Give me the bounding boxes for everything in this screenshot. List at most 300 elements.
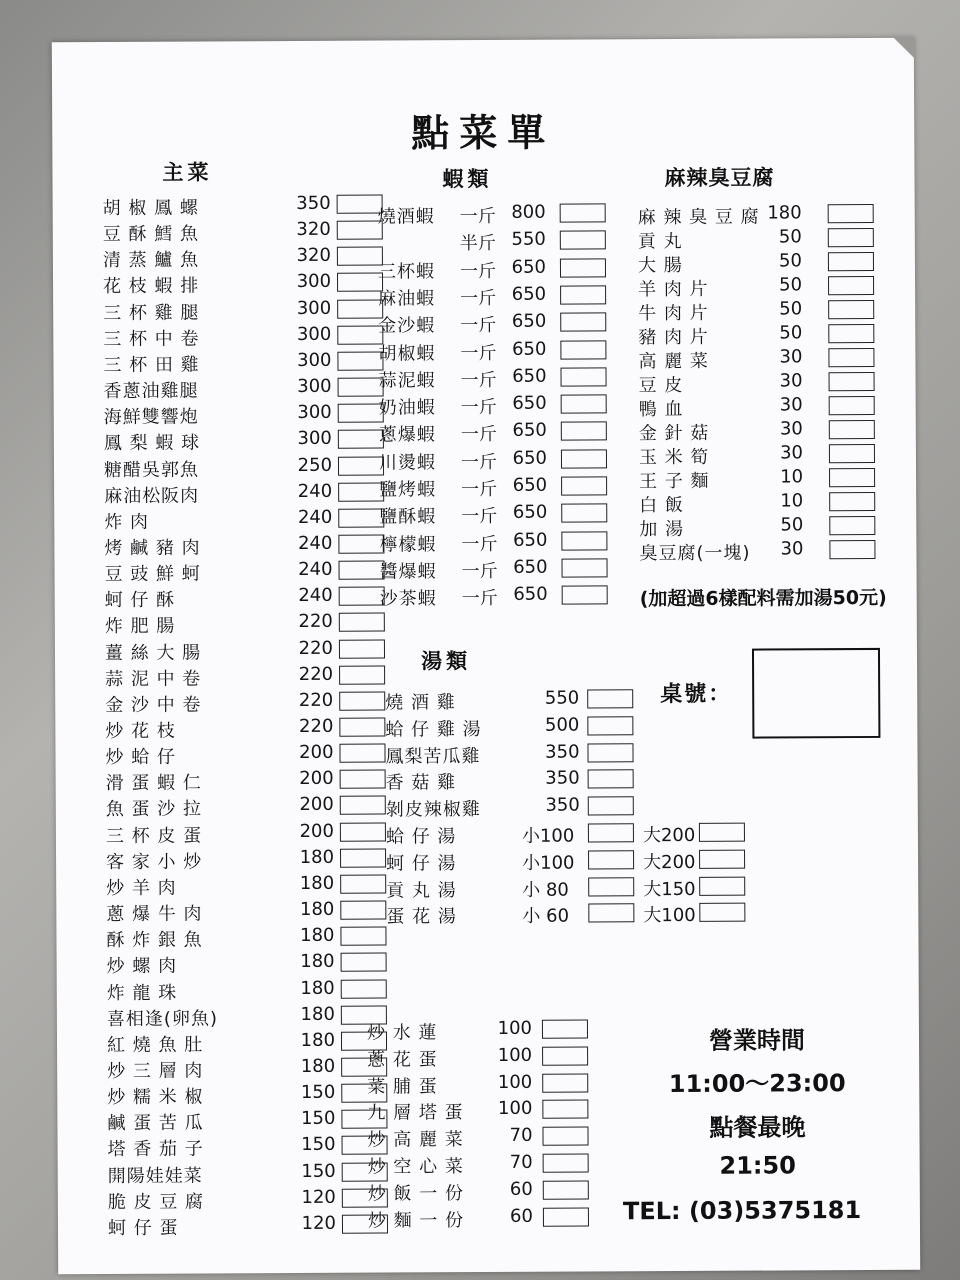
order-checkbox[interactable] xyxy=(339,744,385,763)
item-name: 醬爆蝦 xyxy=(379,561,437,583)
hours-time: 11:00～23:00 xyxy=(668,1069,846,1099)
item-name: 燒 酒 雞 xyxy=(385,692,456,714)
order-checkbox[interactable] xyxy=(828,300,874,319)
item-price: 180 xyxy=(299,872,335,894)
item-price: 320 xyxy=(296,245,331,267)
order-checkbox[interactable] xyxy=(588,823,634,842)
order-checkbox[interactable] xyxy=(588,796,634,815)
order-checkbox[interactable] xyxy=(337,247,383,266)
item-price: 650 xyxy=(511,283,547,305)
item-price: 300 xyxy=(297,349,332,371)
item-name: 貢 丸 湯 xyxy=(386,879,457,902)
item-price: 50 xyxy=(780,514,804,536)
order-checkbox[interactable] xyxy=(561,558,607,577)
menu-item-row xyxy=(367,1071,607,1096)
item-name: 烤 鹹 豬 肉 xyxy=(104,537,201,559)
item-price: 240 xyxy=(298,558,333,581)
item-name: 炸 肉 xyxy=(104,511,150,533)
item-name: 剝皮辣椒雞 xyxy=(385,799,481,821)
item-name: 蔥 爆 牛 肉 xyxy=(106,903,203,926)
order-checkbox[interactable] xyxy=(542,1127,588,1146)
item-amount: 一斤 xyxy=(461,533,498,555)
item-name: 炸 肥 腸 xyxy=(104,616,176,638)
item-name: 炒 水 蓮 xyxy=(366,1022,438,1044)
menu-item-row xyxy=(386,767,766,793)
order-checkbox[interactable] xyxy=(543,1180,589,1199)
order-checkbox[interactable] xyxy=(560,258,606,277)
last-order-label: 點餐最晚 xyxy=(709,1113,806,1142)
order-checkbox[interactable] xyxy=(560,367,606,386)
item-price: 10 xyxy=(780,490,804,512)
item-name: 魚 蛋 沙 拉 xyxy=(105,798,203,821)
main-dishes-heading: 主菜 xyxy=(162,160,213,185)
order-checkbox[interactable] xyxy=(561,449,607,468)
menu-item-row xyxy=(104,454,344,479)
item-price: 220 xyxy=(298,663,334,685)
item-price: 150 xyxy=(300,1081,336,1104)
item-price: 350 xyxy=(545,741,580,763)
item-small-price: 小 60 xyxy=(522,905,570,928)
menu-item-row xyxy=(107,1030,347,1055)
item-price: 300 xyxy=(297,401,332,424)
item-price: 650 xyxy=(512,392,547,414)
menu-item-row xyxy=(104,559,344,584)
item-name: 炒 飯 一 份 xyxy=(367,1182,465,1205)
table-number-box[interactable] xyxy=(752,648,880,739)
item-price: 30 xyxy=(779,370,803,392)
item-name: 香 菇 雞 xyxy=(385,772,457,794)
tofu-note: (加超過6樣配料需加湯50元) xyxy=(639,586,887,611)
item-price: 300 xyxy=(297,428,332,450)
item-small-price: 小100 xyxy=(522,852,575,874)
item-price: 240 xyxy=(297,506,333,528)
menu-item-row xyxy=(379,474,609,499)
menu-item-row xyxy=(104,533,344,558)
item-name: 鹽烤蝦 xyxy=(379,479,437,501)
item-price: 30 xyxy=(779,394,803,416)
item-price: 650 xyxy=(513,556,548,578)
order-checkbox[interactable] xyxy=(588,877,634,896)
menu-title: 點菜單 xyxy=(411,110,556,156)
order-checkbox[interactable] xyxy=(588,904,634,923)
order-checkbox[interactable] xyxy=(561,504,607,523)
order-checkbox[interactable] xyxy=(829,516,875,535)
item-name: 加 湯 xyxy=(639,518,685,541)
menu-item-row xyxy=(105,663,345,688)
item-name: 蒜泥蝦 xyxy=(378,370,436,392)
menu-item-row xyxy=(108,1213,348,1238)
item-name: 胡 椒 鳳 螺 xyxy=(102,197,199,220)
item-name: 奶油蝦 xyxy=(378,397,436,419)
order-checkbox[interactable] xyxy=(340,770,386,789)
item-name: 花 枝 蝦 排 xyxy=(103,275,200,298)
item-name: 炒 羊 肉 xyxy=(106,877,177,899)
item-amount: 一斤 xyxy=(459,205,496,228)
order-checkbox[interactable] xyxy=(588,850,634,869)
item-price: 10 xyxy=(780,466,804,488)
item-name: 牛 肉 片 xyxy=(638,302,709,325)
menu-item-row xyxy=(107,1082,347,1107)
order-checkbox[interactable] xyxy=(339,613,385,632)
menu-item-row xyxy=(385,740,765,766)
item-price: 320 xyxy=(296,218,331,241)
order-checkbox[interactable] xyxy=(829,540,875,559)
order-checkbox[interactable] xyxy=(828,276,874,295)
item-name: 蔥爆蝦 xyxy=(378,424,436,446)
item-price: 100 xyxy=(497,1098,533,1120)
item-name: 炒 空 心 菜 xyxy=(367,1156,464,1178)
item-name: 麻油松阪肉 xyxy=(104,485,200,507)
item-name: 九 層 塔 蛋 xyxy=(367,1102,464,1125)
item-name: 蛋 花 湯 xyxy=(386,906,457,928)
item-price: 650 xyxy=(512,474,548,496)
order-checkbox[interactable] xyxy=(542,1046,588,1065)
item-name: 鴨 血 xyxy=(638,398,684,421)
menu-item-row xyxy=(379,502,609,527)
item-price: 180 xyxy=(300,1003,335,1025)
item-price: 220 xyxy=(298,689,334,711)
item-name: 三杯蝦 xyxy=(377,260,436,283)
menu-item-row xyxy=(106,794,346,819)
order-checkbox[interactable] xyxy=(829,420,875,439)
menu-item-row xyxy=(378,229,608,254)
item-name: 清 蒸 鱸 魚 xyxy=(102,249,200,272)
item-small-price: 小100 xyxy=(521,825,575,847)
order-checkbox[interactable] xyxy=(542,1073,588,1092)
order-checkbox[interactable] xyxy=(339,665,385,684)
item-amount: 一斤 xyxy=(461,560,498,583)
item-price: 200 xyxy=(299,741,334,764)
item-price: 70 xyxy=(509,1124,533,1147)
item-price: 200 xyxy=(299,820,334,842)
order-checkbox[interactable] xyxy=(560,340,606,359)
item-price: 50 xyxy=(778,250,802,272)
order-checkbox[interactable] xyxy=(338,404,384,423)
item-name: 大 腸 xyxy=(637,254,683,277)
order-checkbox[interactable] xyxy=(588,770,634,789)
order-checkbox[interactable] xyxy=(587,689,633,708)
item-price: 650 xyxy=(513,583,548,606)
item-price: 70 xyxy=(509,1151,533,1173)
item-amount: 一斤 xyxy=(460,397,497,419)
order-checkbox-large[interactable] xyxy=(699,903,745,922)
order-checkbox[interactable] xyxy=(829,468,875,487)
item-price: 50 xyxy=(779,298,803,320)
item-price: 650 xyxy=(512,447,548,469)
item-price: 650 xyxy=(512,420,547,442)
item-price: 30 xyxy=(779,442,803,464)
item-name: 燒酒蝦 xyxy=(377,206,435,228)
item-price: 350 xyxy=(296,192,331,214)
item-price: 650 xyxy=(512,365,547,387)
menu-item-row xyxy=(104,480,344,505)
order-checkbox[interactable] xyxy=(829,372,875,391)
menu-item-row xyxy=(378,256,608,281)
item-name: 王 子 麵 xyxy=(639,470,710,493)
menu-item-row xyxy=(367,1125,607,1150)
menu-item-row xyxy=(378,365,608,390)
menu-item-row xyxy=(104,507,344,532)
item-name: 鹹 蛋 苦 瓜 xyxy=(107,1112,204,1135)
item-price: 180 xyxy=(299,898,335,921)
order-checkbox[interactable] xyxy=(543,1207,589,1226)
order-checkbox[interactable] xyxy=(340,848,386,867)
order-checkbox[interactable] xyxy=(338,456,384,475)
item-price: 50 xyxy=(778,226,802,248)
item-name: 金 沙 中 卷 xyxy=(105,694,202,716)
item-price: 220 xyxy=(298,637,334,659)
item-price: 300 xyxy=(297,375,332,398)
menu-item-row xyxy=(367,1017,607,1042)
item-name: 羊 肉 片 xyxy=(638,278,709,301)
item-name: 糖醋吳郭魚 xyxy=(103,459,200,481)
item-name: 三 杯 皮 蛋 xyxy=(105,825,203,847)
item-name: 蚵 仔 酥 xyxy=(104,589,176,612)
menu-item-row xyxy=(106,925,346,950)
item-price: 550 xyxy=(511,228,546,251)
order-checkbox[interactable] xyxy=(338,430,384,449)
order-checkbox[interactable] xyxy=(828,228,874,247)
order-checkbox[interactable] xyxy=(338,378,384,397)
item-name: 鹽酥蝦 xyxy=(379,506,437,528)
soup-heading: 湯類 xyxy=(420,649,472,674)
menu-item-row xyxy=(639,514,879,539)
item-price: 50 xyxy=(779,274,803,296)
table-number-label: 桌號： xyxy=(660,681,733,708)
menu-item-row xyxy=(108,1186,348,1211)
item-name: 海鮮雙響炮 xyxy=(103,406,199,429)
item-amount: 一斤 xyxy=(460,451,498,473)
item-price: 30 xyxy=(780,538,804,560)
order-checkbox[interactable] xyxy=(339,718,385,737)
order-checkbox[interactable] xyxy=(561,531,607,550)
order-checkbox[interactable] xyxy=(340,901,386,920)
order-checkbox[interactable] xyxy=(828,252,874,271)
item-name: 豆 豉 鮮 蚵 xyxy=(104,563,201,586)
menu-item-row xyxy=(106,873,346,898)
item-name: 玉 米 筍 xyxy=(638,446,710,469)
menu-item-row xyxy=(638,322,878,347)
order-checkbox[interactable] xyxy=(829,492,875,511)
item-name: 喜相逢(卵魚) xyxy=(106,1008,218,1030)
menu-item-row xyxy=(379,392,609,417)
order-checkbox-large[interactable] xyxy=(699,849,745,868)
menu-item-row xyxy=(104,402,344,427)
menu-item-row xyxy=(105,585,345,610)
item-price: 180 xyxy=(300,1029,336,1051)
item-amount: 一斤 xyxy=(461,478,498,501)
order-checkbox[interactable] xyxy=(341,953,387,972)
item-price: 650 xyxy=(511,338,547,360)
order-checkbox[interactable] xyxy=(562,586,608,605)
order-checkbox[interactable] xyxy=(338,561,384,580)
order-checkbox[interactable] xyxy=(341,979,387,998)
menu-item-row xyxy=(104,428,344,453)
shrimp-heading: 蝦類 xyxy=(442,166,493,192)
item-name: 滑 蛋 蝦 仁 xyxy=(105,772,202,795)
item-name: 三 杯 田 雞 xyxy=(103,354,200,376)
item-name: 塔 香 茄 子 xyxy=(107,1138,204,1161)
order-checkbox[interactable] xyxy=(339,587,385,606)
order-checkbox[interactable] xyxy=(340,796,386,815)
menu-item-row xyxy=(638,298,878,323)
last-order-time: 21:50 xyxy=(719,1151,796,1180)
order-checkbox[interactable] xyxy=(340,927,386,946)
order-checkbox[interactable] xyxy=(829,396,875,415)
item-price: 180 xyxy=(767,202,802,224)
menu-item-row xyxy=(638,346,878,371)
order-checkbox[interactable] xyxy=(561,394,607,413)
item-amount: 一斤 xyxy=(461,506,498,528)
item-amount: 一斤 xyxy=(460,424,497,446)
menu-item-row xyxy=(638,226,878,251)
order-checkbox[interactable] xyxy=(542,1100,588,1119)
item-name: 三 杯 中 卷 xyxy=(103,328,200,350)
menu-item-row xyxy=(104,376,344,401)
item-amount: 一斤 xyxy=(460,369,497,391)
item-name: 檸檬蝦 xyxy=(379,533,437,556)
item-name: 蚵 仔 蛋 xyxy=(107,1217,179,1239)
menu-item-row xyxy=(639,370,879,395)
item-price: 150 xyxy=(301,1134,336,1156)
item-name: 白 飯 xyxy=(639,494,685,517)
item-price: 500 xyxy=(544,714,580,736)
item-price: 220 xyxy=(298,611,333,633)
phone-number: TEL: (03)5375181 xyxy=(622,1196,862,1226)
item-price: 240 xyxy=(297,532,333,554)
order-checkbox[interactable] xyxy=(560,203,606,222)
menu-item-row xyxy=(378,338,608,363)
menu-item-row xyxy=(367,1044,607,1069)
menu-item-row xyxy=(379,420,609,445)
order-checkbox[interactable] xyxy=(561,476,607,495)
menu-item-row xyxy=(378,201,608,226)
menu-item-row xyxy=(386,794,766,820)
menu-item-row xyxy=(105,690,345,715)
menu-item-row xyxy=(103,193,343,218)
order-checkbox[interactable] xyxy=(560,231,606,250)
item-name: 麻 辣 臭 豆 腐 xyxy=(637,206,760,229)
item-price: 650 xyxy=(512,529,548,551)
item-name: 豆 皮 xyxy=(638,374,684,397)
menu-sheet xyxy=(52,38,920,1274)
order-checkbox[interactable] xyxy=(337,273,383,292)
item-price: 650 xyxy=(511,310,547,333)
item-amount: 一斤 xyxy=(460,342,497,364)
menu-item-row xyxy=(106,846,346,871)
order-checkbox[interactable] xyxy=(560,285,606,304)
menu-item-row xyxy=(103,350,343,375)
order-checkbox-large[interactable] xyxy=(699,876,745,895)
menu-item-row xyxy=(378,283,608,308)
menu-item-row xyxy=(378,311,608,336)
order-checkbox[interactable] xyxy=(828,348,874,367)
menu-item-row xyxy=(386,901,766,927)
item-price: 100 xyxy=(497,1017,533,1039)
menu-item-row xyxy=(639,538,879,563)
item-name: 客 家 小 炒 xyxy=(106,851,203,873)
menu-item-row xyxy=(368,1151,608,1176)
item-price: 100 xyxy=(497,1044,533,1066)
item-price: 30 xyxy=(779,346,803,368)
order-checkbox[interactable] xyxy=(338,508,384,527)
item-amount: 一斤 xyxy=(460,315,497,337)
order-checkbox-large[interactable] xyxy=(699,823,745,842)
item-price: 120 xyxy=(301,1186,336,1208)
order-checkbox[interactable] xyxy=(340,874,386,893)
order-checkbox[interactable] xyxy=(543,1153,589,1172)
item-name: 炒 糯 米 椒 xyxy=(107,1086,204,1109)
item-name: 紅 燒 魚 肚 xyxy=(106,1034,204,1056)
item-price: 60 xyxy=(509,1178,533,1200)
order-checkbox[interactable] xyxy=(587,743,633,762)
item-name: 炒 高 麗 菜 xyxy=(367,1129,464,1151)
order-checkbox[interactable] xyxy=(829,444,875,463)
menu-item-row xyxy=(639,418,879,443)
item-name: 炒 螺 肉 xyxy=(106,955,178,978)
order-checkbox[interactable] xyxy=(587,716,633,735)
order-checkbox[interactable] xyxy=(561,422,607,441)
order-checkbox[interactable] xyxy=(560,313,606,332)
order-checkbox[interactable] xyxy=(337,351,383,370)
menu-item-row xyxy=(379,529,609,554)
item-name: 金 針 菇 xyxy=(638,422,710,445)
item-price: 180 xyxy=(300,924,335,947)
item-price: 240 xyxy=(297,480,333,502)
menu-item-row xyxy=(107,1056,347,1081)
tofu-heading: 麻辣臭豆腐 xyxy=(664,165,775,191)
item-price: 120 xyxy=(301,1212,337,1234)
menu-item-row xyxy=(103,271,343,296)
menu-item-row xyxy=(367,1098,607,1123)
item-amount: 半斤 xyxy=(459,233,496,255)
order-checkbox[interactable] xyxy=(338,482,384,501)
item-price: 30 xyxy=(779,418,803,440)
item-amount: 一斤 xyxy=(459,260,497,282)
menu-item-row xyxy=(638,250,878,275)
item-name: 開陽娃娃菜 xyxy=(107,1165,203,1187)
order-checkbox[interactable] xyxy=(337,221,383,240)
menu-item-row xyxy=(386,847,766,873)
order-checkbox[interactable] xyxy=(339,639,385,658)
order-checkbox[interactable] xyxy=(340,822,386,841)
item-name: 蔥 花 蛋 xyxy=(367,1049,438,1071)
menu-item-row xyxy=(106,820,346,845)
order-checkbox[interactable] xyxy=(337,325,383,344)
item-price: 300 xyxy=(296,271,332,293)
item-price: 100 xyxy=(497,1071,533,1093)
order-checkbox[interactable] xyxy=(542,1019,588,1038)
item-price: 550 xyxy=(544,687,580,709)
order-checkbox[interactable] xyxy=(828,324,874,343)
order-checkbox[interactable] xyxy=(337,299,383,318)
item-name: 鳳 梨 蝦 球 xyxy=(103,432,201,455)
item-price: 300 xyxy=(296,323,332,345)
menu-item-row xyxy=(379,556,609,581)
item-name: 三 杯 雞 腿 xyxy=(103,302,200,324)
item-name: 炒 蛤 仔 xyxy=(105,746,177,769)
menu-item-row xyxy=(103,297,343,322)
order-checkbox[interactable] xyxy=(338,534,384,553)
order-checkbox[interactable] xyxy=(828,204,874,223)
order-checkbox[interactable] xyxy=(337,195,383,214)
menu-item-row xyxy=(107,977,347,1002)
menu-item-row xyxy=(105,716,345,741)
item-name: 炒 麵 一 份 xyxy=(367,1209,465,1232)
order-checkbox[interactable] xyxy=(339,691,385,710)
item-name: 豬 肉 片 xyxy=(638,326,709,349)
item-price: 180 xyxy=(300,1055,336,1077)
